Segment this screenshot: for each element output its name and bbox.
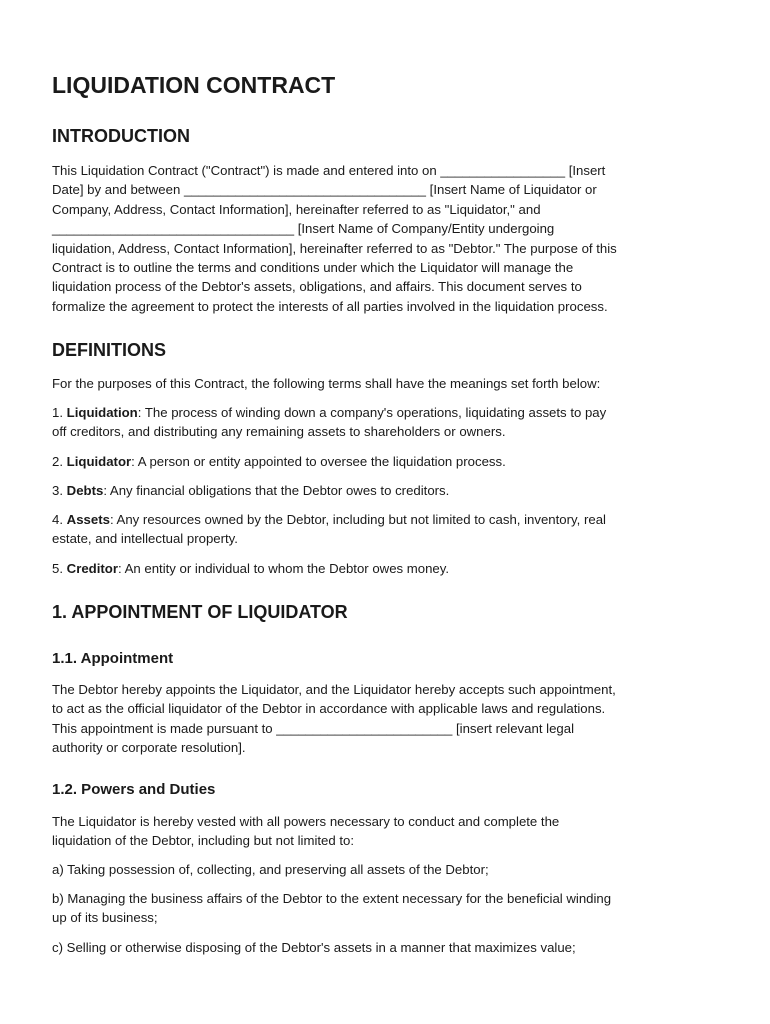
definition-text: : The process of winding down a company's operations, liquidating assets to pay: [137, 405, 607, 420]
definition-term: Liquidation: [66, 405, 138, 420]
definition-number: 3.: [52, 483, 63, 498]
definition-line: [52, 481, 722, 500]
paragraph-line: Contract is to outline the terms and conditions under which the Liquidator will manage the: [52, 260, 574, 276]
introduction-paragraph: [52, 161, 722, 316]
subsection-1-1-heading: 1.1. Appointment: [52, 650, 174, 667]
definition-item-assets: [52, 510, 722, 549]
paragraph-line: This Liquidation Contract ("Contract") is made and entered into on _________________ [Insert: [52, 163, 606, 178]
section-1-heading: 1. APPOINTMENT OF LIQUIDATOR: [52, 602, 348, 622]
power-item-b: [52, 889, 722, 928]
definition-line: off creditors, and distributing any remaining assets to shareholders or owners.: [52, 424, 506, 440]
definition-text: : Any financial obligations that the Debtor owes to creditors.: [103, 483, 450, 498]
appointment-paragraph: [52, 680, 722, 758]
definition-item-debts: [52, 481, 722, 500]
definition-item-creditor: [52, 559, 722, 578]
definition-term: Creditor: [66, 561, 118, 576]
document-title: LIQUIDATION CONTRACT: [52, 72, 336, 98]
paragraph-line: The Liquidator is hereby vested with all powers necessary to conduct and complete the: [52, 814, 560, 829]
definition-item-liquidator: [52, 452, 722, 471]
definitions-heading: DEFINITIONS: [52, 340, 167, 360]
definition-line: [52, 510, 722, 529]
paragraph-line: authority or corporate resolution].: [52, 740, 246, 756]
introduction-heading: INTRODUCTION: [52, 126, 190, 146]
power-item-c: [52, 938, 722, 957]
list-item-line: c) Selling or otherwise disposing of the Debtor's assets in a manner that maximizes value;: [52, 940, 576, 955]
paragraph-line: The Debtor hereby appoints the Liquidator, and the Liquidator hereby accepts such appointment,: [52, 682, 616, 697]
definition-line: [52, 559, 722, 578]
definition-line: [52, 452, 722, 471]
list-item-line: b) Managing the business affairs of the Debtor to the extent necessary for the beneficial winding: [52, 891, 612, 906]
powers-intro-paragraph: [52, 812, 722, 851]
paragraph-line: liquidation process of the Debtor's assets, obligations, and affairs. This document serves to: [52, 279, 582, 295]
definition-text: : Any resources owned by the Debtor, including but not limited to cash, inventory, real: [109, 512, 606, 527]
list-item-line: up of its business;: [52, 910, 158, 926]
paragraph-line: liquidation, Address, Contact Information], hereinafter referred to as "Debtor." The purpose of this: [52, 240, 617, 256]
paragraph-line: Company, Address, Contact Information], hereinafter referred to as "Liquidator," and: [52, 201, 541, 217]
definition-number: 2.: [52, 454, 63, 469]
paragraph-line: liquidation of the Debtor, including but not limited to:: [52, 833, 355, 849]
paragraph-line: This appointment is made pursuant to ________________________ [insert relevant legal: [52, 720, 575, 736]
definitions-intro: [52, 374, 722, 393]
subsection-1-2-heading: 1.2. Powers and Duties: [52, 781, 216, 798]
definition-term: Liquidator: [66, 454, 132, 469]
definition-number: 1.: [52, 405, 63, 420]
list-item-line: a) Taking possession of, collecting, and preserving all assets of the Debtor;: [52, 862, 489, 877]
definition-term: Assets: [66, 512, 110, 527]
paragraph-line: For the purposes of this Contract, the following terms shall have the meanings set forth below:: [52, 376, 601, 391]
definition-line: estate, and intellectual property.: [52, 531, 238, 547]
paragraph-line: _________________________________ [Insert Name of Company/Entity undergoing: [52, 221, 555, 237]
paragraph-line: to act as the official liquidator of the Debtor in accordance with applicable laws and regulations.: [52, 701, 606, 717]
definition-number: 4.: [52, 512, 63, 527]
definition-line: [52, 403, 722, 422]
definition-item-liquidation: [52, 403, 722, 442]
definition-term: Debts: [66, 483, 104, 498]
paragraph-line: formalize the agreement to protect the interests of all parties involved in the liquidation process.: [52, 298, 608, 314]
definition-text: : An entity or individual to whom the Debtor owes money.: [117, 561, 450, 576]
definition-text: : A person or entity appointed to oversee the liquidation process.: [131, 454, 506, 469]
power-item-a: [52, 860, 722, 879]
paragraph-line: Date] by and between _________________________________ [Insert Name of Liquidator or: [52, 182, 597, 198]
definition-number: 5.: [52, 561, 63, 576]
